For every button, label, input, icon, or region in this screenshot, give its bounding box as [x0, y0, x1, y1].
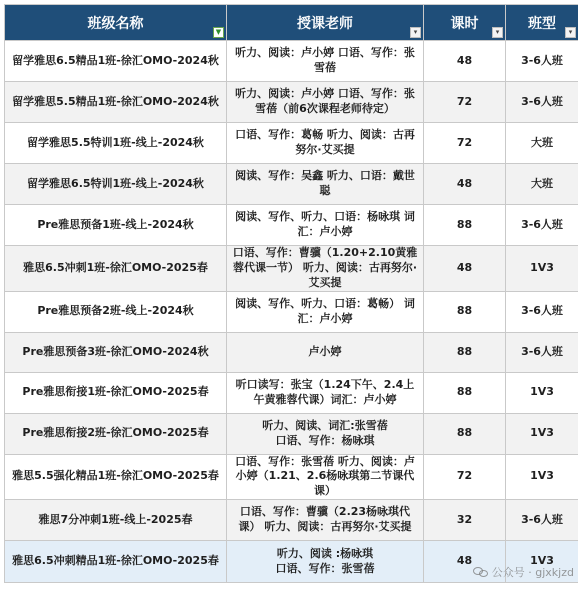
teachers-cell[interactable]: 阅读、写作、听力、口语：葛畅） 词汇：卢小婷 [227, 291, 424, 332]
class-type-cell[interactable]: 1V3 [506, 372, 579, 413]
class-name-cell[interactable]: Pre雅思衔接2班-徐汇OMO-2025春 [5, 413, 227, 454]
class-type-cell[interactable]: 3-6人班 [506, 500, 579, 541]
class-type-cell[interactable]: 3-6人班 [506, 205, 579, 246]
column-header-label: 班型 [528, 15, 556, 32]
table-row [5, 413, 579, 454]
column-header-label: 班级名称 [87, 15, 144, 32]
class-type-cell[interactable]: 3-6人班 [506, 291, 579, 332]
teachers-cell[interactable]: 阅读、写作、听力、口语：杨咏琪 词汇：卢小婷 [227, 205, 424, 246]
hours-cell[interactable]: 88 [424, 372, 506, 413]
class-type-cell[interactable]: 大班 [506, 123, 579, 164]
hours-cell[interactable]: 48 [424, 164, 506, 205]
filter-dropdown-icon[interactable]: ▾ [492, 27, 503, 38]
class-type-cell[interactable]: 3-6人班 [506, 82, 579, 123]
class-type-cell[interactable]: 1V3 [506, 413, 579, 454]
teachers-cell[interactable]: 听力、阅读 :杨咏琪 口语、写作：张雪蓓 [227, 541, 424, 583]
class-type-cell[interactable]: 1V3 [506, 454, 579, 500]
class-name-cell[interactable]: 雅思6.5冲刺1班-徐汇OMO-2025春 [5, 246, 227, 292]
class-name-cell[interactable]: 留学雅思5.5特训1班-线上-2024秋 [5, 123, 227, 164]
table-row [5, 246, 579, 292]
table-row [5, 500, 579, 541]
column-header-teachers[interactable] [227, 5, 424, 41]
watermark-text: 公众号 · gjxkjzd [491, 566, 574, 579]
filter-active-icon[interactable]: ▼ [213, 27, 224, 38]
teachers-cell[interactable]: 口语、写作：曹骥（2.23杨咏琪代课） 听力、阅读：古再努尔·艾买提 [227, 500, 424, 541]
table-row [5, 123, 579, 164]
filter-dropdown-icon[interactable]: ▾ [565, 27, 576, 38]
hours-cell[interactable]: 48 [424, 541, 506, 583]
spreadsheet-table [4, 4, 578, 593]
teachers-cell[interactable]: 听力、阅读、词汇:张雪蓓 口语、写作：杨咏琪 [227, 413, 424, 454]
class-name-cell[interactable]: Pre雅思预备3班-徐汇OMO-2024秋 [5, 332, 227, 372]
class-name-cell[interactable]: Pre雅思衔接1班-徐汇OMO-2025春 [5, 372, 227, 413]
class-type-cell[interactable]: 3-6人班 [506, 41, 579, 82]
hours-cell[interactable]: 48 [424, 246, 506, 292]
class-name-cell[interactable]: Pre雅思预备1班-线上-2024秋 [5, 205, 227, 246]
table-row [5, 82, 579, 123]
column-header-type[interactable] [506, 5, 579, 41]
hours-cell[interactable]: 48 [424, 41, 506, 82]
table-row [5, 454, 579, 500]
header-row [5, 5, 579, 41]
teachers-cell[interactable]: 口语、写作：曹骥（1.20+2.10黄雅蓉代课一节） 听力、阅读：古再努尔·艾买提 [227, 246, 424, 292]
hours-cell[interactable]: 88 [424, 332, 506, 372]
hours-cell[interactable]: 72 [424, 82, 506, 123]
class-name-cell[interactable]: 雅思6.5冲刺精品1班-徐汇OMO-2025春 [5, 541, 227, 583]
hours-cell[interactable]: 88 [424, 413, 506, 454]
teachers-cell[interactable]: 卢小婷 [227, 332, 424, 372]
teachers-cell[interactable]: 口语、写作：葛畅 听力、阅读：古再努尔·艾买提 [227, 123, 424, 164]
class-type-cell[interactable]: 1V3 [506, 541, 579, 583]
table-row [5, 372, 579, 413]
hours-cell[interactable]: 72 [424, 454, 506, 500]
table-row [5, 332, 579, 372]
class-name-cell[interactable]: 留学雅思6.5精品1班-徐汇OMO-2024秋 [5, 41, 227, 82]
table-row [5, 164, 579, 205]
class-type-cell[interactable]: 1V3 [506, 246, 579, 292]
column-header-class-name[interactable] [5, 5, 227, 41]
class-name-cell[interactable]: 雅思5.5强化精品1班-徐汇OMO-2025春 [5, 454, 227, 500]
hours-cell[interactable]: 88 [424, 205, 506, 246]
column-header-label: 课时 [450, 15, 479, 32]
teachers-cell[interactable]: 听力、阅读：卢小婷 口语、写作：张雪蓓（前6次课程老师待定） [227, 82, 424, 123]
class-schedule-table [4, 4, 578, 583]
class-name-cell[interactable]: Pre雅思预备2班-线上-2024秋 [5, 291, 227, 332]
teachers-cell[interactable]: 听口读写：张宝（1.24下午、2.4上午黄雅蓉代课）词汇：卢小婷 [227, 372, 424, 413]
class-name-cell[interactable]: 留学雅思5.5精品1班-徐汇OMO-2024秋 [5, 82, 227, 123]
teachers-cell[interactable]: 阅读、写作：吴鑫 听力、口语：戴世聪 [227, 164, 424, 205]
table-row [5, 205, 579, 246]
table-row [5, 291, 579, 332]
column-header-label: 授课老师 [297, 15, 353, 32]
hours-cell[interactable]: 88 [424, 291, 506, 332]
class-type-cell[interactable]: 大班 [506, 164, 579, 205]
table-row-selected [5, 541, 579, 583]
class-name-cell[interactable]: 雅思7分冲刺1班-线上-2025春 [5, 500, 227, 541]
class-type-cell[interactable]: 3-6人班 [506, 332, 579, 372]
filter-dropdown-icon[interactable]: ▾ [410, 27, 421, 38]
teachers-cell[interactable]: 听力、阅读：卢小婷 口语、写作：张雪蓓 [227, 41, 424, 82]
column-header-hours[interactable] [424, 5, 506, 41]
teachers-cell[interactable]: 口语、写作：张雪蓓 听力、阅读：卢小婷（1.21、2.6杨咏琪第二节课代课） [227, 454, 424, 500]
class-name-cell[interactable]: 留学雅思6.5特训1班-线上-2024秋 [5, 164, 227, 205]
hours-cell[interactable]: 32 [424, 500, 506, 541]
table-row [5, 41, 579, 82]
hours-cell[interactable]: 72 [424, 123, 506, 164]
